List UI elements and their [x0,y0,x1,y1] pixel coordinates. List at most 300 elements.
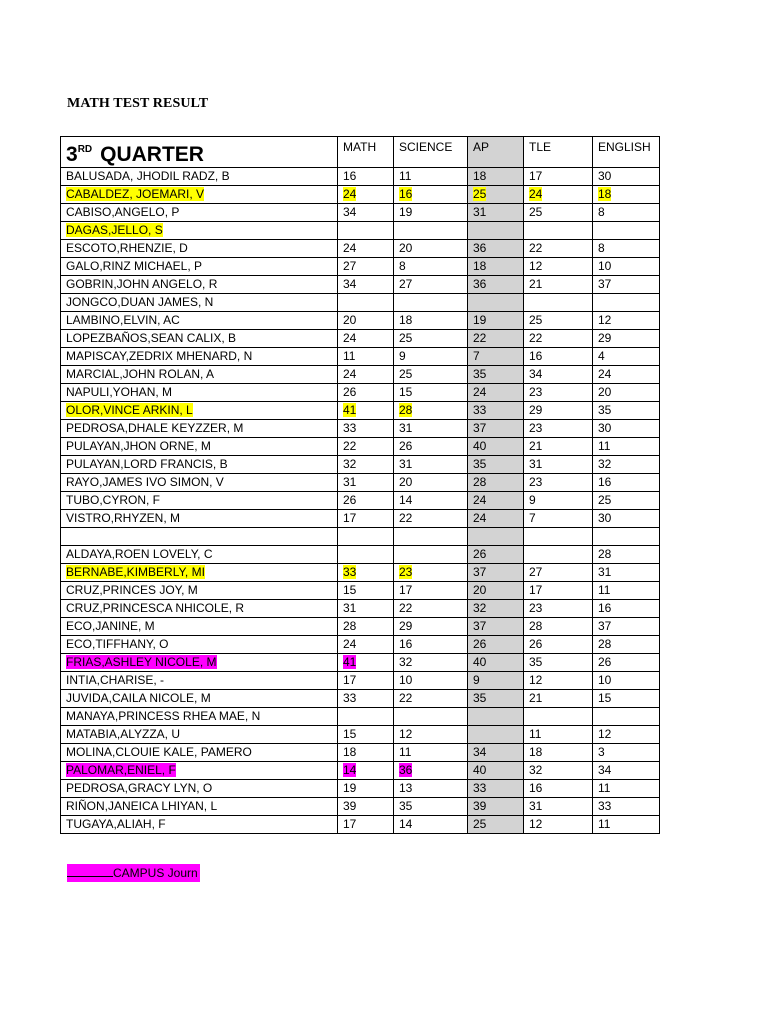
score-cell-science [394,420,468,438]
score-value: 34 [343,277,357,291]
score-value: 30 [598,169,612,183]
score-cell-tle [524,654,593,672]
score-cell-tle [524,240,593,258]
score-value: 32 [529,763,543,777]
score-cell-math [338,330,394,348]
student-name: PEDROSA,DHALE KEYZZER, M [66,421,244,435]
score-value: 19 [343,781,357,795]
score-value: 11 [598,583,611,597]
score-cell-science [394,618,468,636]
score-cell-math [338,762,394,780]
table-row [61,438,660,456]
document-title: MATH TEST RESULT [67,96,209,111]
table-row [61,240,660,258]
table-row [61,204,660,222]
score-value: 22 [399,691,413,705]
score-value: 30 [598,511,612,525]
score-cell-math [338,204,394,222]
score-value: 17 [343,817,357,831]
score-cell-tle [524,582,593,600]
score-value: 35 [473,367,487,381]
score-value: 33 [343,421,357,435]
table-row [61,168,660,186]
score-value: 18 [529,745,543,759]
score-cell-math [338,276,394,294]
legend-note [67,864,200,882]
table-row [61,222,660,240]
score-value: 20 [399,241,413,255]
student-name-cell [61,168,338,186]
score-cell-tle [524,204,593,222]
score-value: 22 [343,439,357,453]
quarter-number: 3 [66,142,78,166]
score-cell-science [394,762,468,780]
score-value: 21 [529,277,543,291]
score-value: 28 [343,619,357,633]
score-value: 33 [343,565,357,579]
student-name: MATABIA,ALYZZA, U [66,727,181,741]
score-value: 21 [529,691,543,705]
student-name: LOPEZBAÑOS,SEAN CALIX, B [66,331,237,345]
column-header-science: SCIENCE [394,137,468,168]
student-name: VISTRO,RHYZEN, M [66,511,181,525]
table-row [61,600,660,618]
score-cell-math [338,492,394,510]
quarter-heading [61,137,338,168]
score-value: 26 [473,637,487,651]
score-value: 15 [343,727,357,741]
student-name-cell [61,438,338,456]
score-cell-science [394,330,468,348]
score-value: 16 [598,601,612,615]
score-cell-english [593,384,660,402]
score-cell-science [394,294,468,312]
score-value: 39 [473,799,487,813]
score-cell-english [593,402,660,420]
student-name: PEDROSA,GRACY LYN, O [66,781,213,795]
score-cell-science [394,798,468,816]
score-cell-ap [468,258,524,276]
score-cell-math [338,780,394,798]
table-row [61,294,660,312]
score-value: 34 [598,763,612,777]
score-value: 18 [598,187,612,201]
score-value: 18 [473,259,487,273]
score-value: 37 [598,277,612,291]
score-cell-english [593,492,660,510]
student-name-cell [61,780,338,798]
score-value: 31 [598,565,612,579]
score-cell-english [593,420,660,438]
score-value: 15 [343,583,357,597]
score-cell-science [394,456,468,474]
student-name: MOLINA,CLOUIE KALE, PAMERO [66,745,252,759]
score-cell-math [338,816,394,834]
score-value: 41 [343,403,357,417]
student-name: CRUZ,PRINCESCA NHICOLE, R [66,601,245,615]
table-row [61,492,660,510]
score-cell-science [394,636,468,654]
score-cell-ap [468,582,524,600]
score-cell-science [394,690,468,708]
score-value: 35 [399,799,413,813]
score-value: 32 [399,655,413,669]
score-value: 28 [598,637,612,651]
score-cell-ap [468,690,524,708]
score-value: 24 [343,331,357,345]
student-name: JONGCO,DUAN JAMES, N [66,295,214,309]
score-cell-ap [468,168,524,186]
score-value: 7 [473,349,480,363]
student-name: NAPULI,YOHAN, M [66,385,173,399]
score-value: 10 [598,259,612,273]
score-value: 28 [529,619,543,633]
score-cell-english [593,654,660,672]
student-name: PALOMAR,ENIEL, F [66,763,176,777]
score-value: 28 [598,547,612,561]
score-value: 3 [598,745,605,759]
score-value: 33 [473,403,487,417]
score-value: 20 [343,313,357,327]
student-name: FRIAS,ASHLEY NICOLE, M [66,655,217,669]
score-cell-science [394,312,468,330]
score-cell-tle [524,186,593,204]
score-cell-math [338,672,394,690]
score-cell-math [338,438,394,456]
score-value: 22 [399,511,413,525]
table-row [61,708,660,726]
header-row [61,137,660,168]
score-cell-tle [524,258,593,276]
score-cell-english [593,690,660,708]
score-cell-science [394,240,468,258]
score-cell-english [593,474,660,492]
score-cell-science [394,726,468,744]
score-cell-ap [468,564,524,582]
table-row [61,762,660,780]
score-cell-english [593,312,660,330]
student-name-cell [61,636,338,654]
score-value: 24 [473,385,487,399]
score-value: 34 [529,367,543,381]
score-cell-tle [524,528,593,546]
table-row [61,456,660,474]
score-cell-ap [468,798,524,816]
score-value: 16 [598,475,612,489]
score-cell-tle [524,474,593,492]
student-name-cell [61,762,338,780]
score-cell-math [338,402,394,420]
score-cell-tle [524,276,593,294]
score-value: 16 [399,187,413,201]
score-cell-tle [524,366,593,384]
score-value: 17 [343,673,357,687]
score-cell-tle [524,690,593,708]
score-value: 37 [473,619,487,633]
student-name: ALDAYA,ROEN LOVELY, C [66,547,213,561]
score-value: 24 [529,187,543,201]
score-value: 31 [399,421,413,435]
score-value: 31 [399,457,413,471]
score-cell-science [394,168,468,186]
grades-table [60,136,660,834]
score-cell-ap [468,438,524,456]
score-cell-math [338,564,394,582]
table-row [61,546,660,564]
legend-blank-line [67,864,113,877]
score-value: 18 [473,169,487,183]
score-cell-ap [468,294,524,312]
table-row [61,636,660,654]
score-value: 28 [399,403,413,417]
student-name-cell [61,474,338,492]
score-cell-ap [468,744,524,762]
student-name: RAYO,JAMES IVO SIMON, V [66,475,224,489]
student-name: PULAYAN,JHON ORNE, M [66,439,211,453]
student-name-cell [61,492,338,510]
score-value: 31 [473,205,487,219]
score-value: 15 [399,385,413,399]
student-name: ECO,JANINE, M [66,619,155,633]
score-cell-tle [524,726,593,744]
student-name-cell [61,690,338,708]
score-cell-ap [468,816,524,834]
score-cell-math [338,708,394,726]
score-value: 25 [399,331,413,345]
score-cell-math [338,456,394,474]
table-row [61,330,660,348]
score-cell-math [338,546,394,564]
score-cell-math [338,654,394,672]
score-value: 33 [473,781,487,795]
score-cell-tle [524,708,593,726]
student-name: ESCOTO,RHENZIE, D [66,241,188,255]
score-value: 26 [598,655,612,669]
score-cell-english [593,438,660,456]
student-name-cell [61,222,338,240]
student-name: MARCIAL,JOHN ROLAN, A [66,367,215,381]
score-cell-science [394,258,468,276]
student-name: TUBO,CYRON, F [66,493,161,507]
score-value: 27 [529,565,543,579]
student-name-cell [61,384,338,402]
score-cell-science [394,528,468,546]
score-cell-tle [524,492,593,510]
score-value: 25 [399,367,413,381]
student-name-cell [61,582,338,600]
score-value: 39 [343,799,357,813]
score-cell-ap [468,636,524,654]
score-cell-science [394,744,468,762]
score-value: 11 [598,439,611,453]
table-row [61,384,660,402]
score-value: 17 [399,583,413,597]
score-value: 26 [529,637,543,651]
score-cell-ap [468,240,524,258]
score-value: 8 [598,241,605,255]
score-cell-science [394,438,468,456]
score-cell-tle [524,402,593,420]
score-cell-english [593,510,660,528]
table-row [61,420,660,438]
score-value: 25 [529,313,543,327]
score-cell-math [338,348,394,366]
score-cell-english [593,186,660,204]
student-name-cell [61,456,338,474]
score-value: 29 [598,331,612,345]
score-value: 12 [399,727,413,741]
score-value: 11 [598,817,611,831]
column-header-ap: AP [468,137,524,168]
score-cell-ap [468,222,524,240]
score-value: 35 [473,457,487,471]
score-cell-science [394,366,468,384]
score-cell-science [394,492,468,510]
score-cell-ap [468,330,524,348]
score-value: 11 [399,169,412,183]
table-row [61,348,660,366]
score-value: 24 [473,493,487,507]
score-cell-math [338,258,394,276]
score-value: 17 [529,583,543,597]
score-value: 10 [598,673,612,687]
score-value: 17 [343,511,357,525]
score-cell-tle [524,384,593,402]
student-name-cell [61,546,338,564]
table-row [61,582,660,600]
student-name-cell [61,564,338,582]
score-value: 10 [399,673,413,687]
score-cell-science [394,186,468,204]
table-row [61,312,660,330]
student-name: MAPISCAY,ZEDRIX MHENARD, N [66,349,253,363]
score-cell-english [593,600,660,618]
column-header-english: ENGLISH [593,137,660,168]
score-cell-english [593,744,660,762]
score-cell-ap [468,510,524,528]
table-row [61,564,660,582]
score-value: 30 [598,421,612,435]
score-cell-tle [524,780,593,798]
score-value: 11 [343,349,356,363]
score-cell-english [593,564,660,582]
quarter-superscript: RD [77,143,93,155]
table-row [61,654,660,672]
score-value: 9 [473,673,480,687]
score-cell-science [394,546,468,564]
table-row [61,726,660,744]
student-name: MANAYA,PRINCESS RHEA MAE, N [66,709,261,723]
score-cell-ap [468,276,524,294]
student-name: CABISO,ANGELO, P [66,205,180,219]
score-value: 35 [473,691,487,705]
score-cell-english [593,330,660,348]
score-cell-science [394,654,468,672]
student-name-cell [61,258,338,276]
score-cell-ap [468,708,524,726]
score-value: 19 [399,205,413,219]
score-cell-tle [524,330,593,348]
student-name-cell [61,330,338,348]
score-cell-english [593,204,660,222]
student-name: BALUSADA, JHODIL RADZ, B [66,169,230,183]
student-name-cell [61,816,338,834]
student-name: PULAYAN,LORD FRANCIS, B [66,457,228,471]
score-value: 33 [343,691,357,705]
score-cell-english [593,672,660,690]
score-cell-ap [468,402,524,420]
score-cell-tle [524,816,593,834]
score-cell-ap [468,384,524,402]
score-cell-english [593,618,660,636]
table-row [61,402,660,420]
student-name: TUGAYA,ALIAH, F [66,817,166,831]
student-name-cell [61,510,338,528]
table-row [61,366,660,384]
score-value: 21 [529,439,543,453]
score-value: 22 [473,331,487,345]
score-cell-ap [468,456,524,474]
score-cell-science [394,222,468,240]
student-name-cell [61,276,338,294]
score-value: 37 [598,619,612,633]
score-value: 22 [529,331,543,345]
score-cell-ap [468,618,524,636]
score-value: 32 [598,457,612,471]
score-cell-tle [524,294,593,312]
score-value: 25 [598,493,612,507]
score-cell-ap [468,186,524,204]
score-cell-science [394,600,468,618]
score-cell-tle [524,564,593,582]
student-name-cell [61,726,338,744]
score-cell-ap [468,762,524,780]
score-value: 20 [399,475,413,489]
score-cell-science [394,384,468,402]
score-value: 31 [343,601,357,615]
student-name-cell [61,348,338,366]
score-value: 11 [529,727,542,741]
score-cell-math [338,726,394,744]
score-cell-ap [468,492,524,510]
score-value: 28 [473,475,487,489]
score-value: 26 [343,493,357,507]
score-cell-ap [468,348,524,366]
score-value: 14 [399,493,413,507]
score-cell-tle [524,762,593,780]
student-name: GALO,RINZ MICHAEL, P [66,259,203,273]
score-value: 23 [529,421,543,435]
score-value: 25 [473,187,487,201]
score-value: 22 [399,601,413,615]
score-value: 35 [529,655,543,669]
score-cell-math [338,420,394,438]
score-cell-math [338,366,394,384]
score-cell-english [593,222,660,240]
score-cell-tle [524,456,593,474]
score-cell-english [593,528,660,546]
score-cell-ap [468,204,524,222]
student-name: GOBRIN,JOHN ANGELO, R [66,277,218,291]
score-cell-tle [524,510,593,528]
score-value: 24 [343,187,357,201]
score-value: 25 [473,817,487,831]
score-cell-english [593,636,660,654]
student-name: DAGAS,JELLO, S [66,223,163,237]
score-cell-english [593,798,660,816]
student-name: LAMBINO,ELVIN, AC [66,313,180,327]
score-value: 31 [529,799,543,813]
